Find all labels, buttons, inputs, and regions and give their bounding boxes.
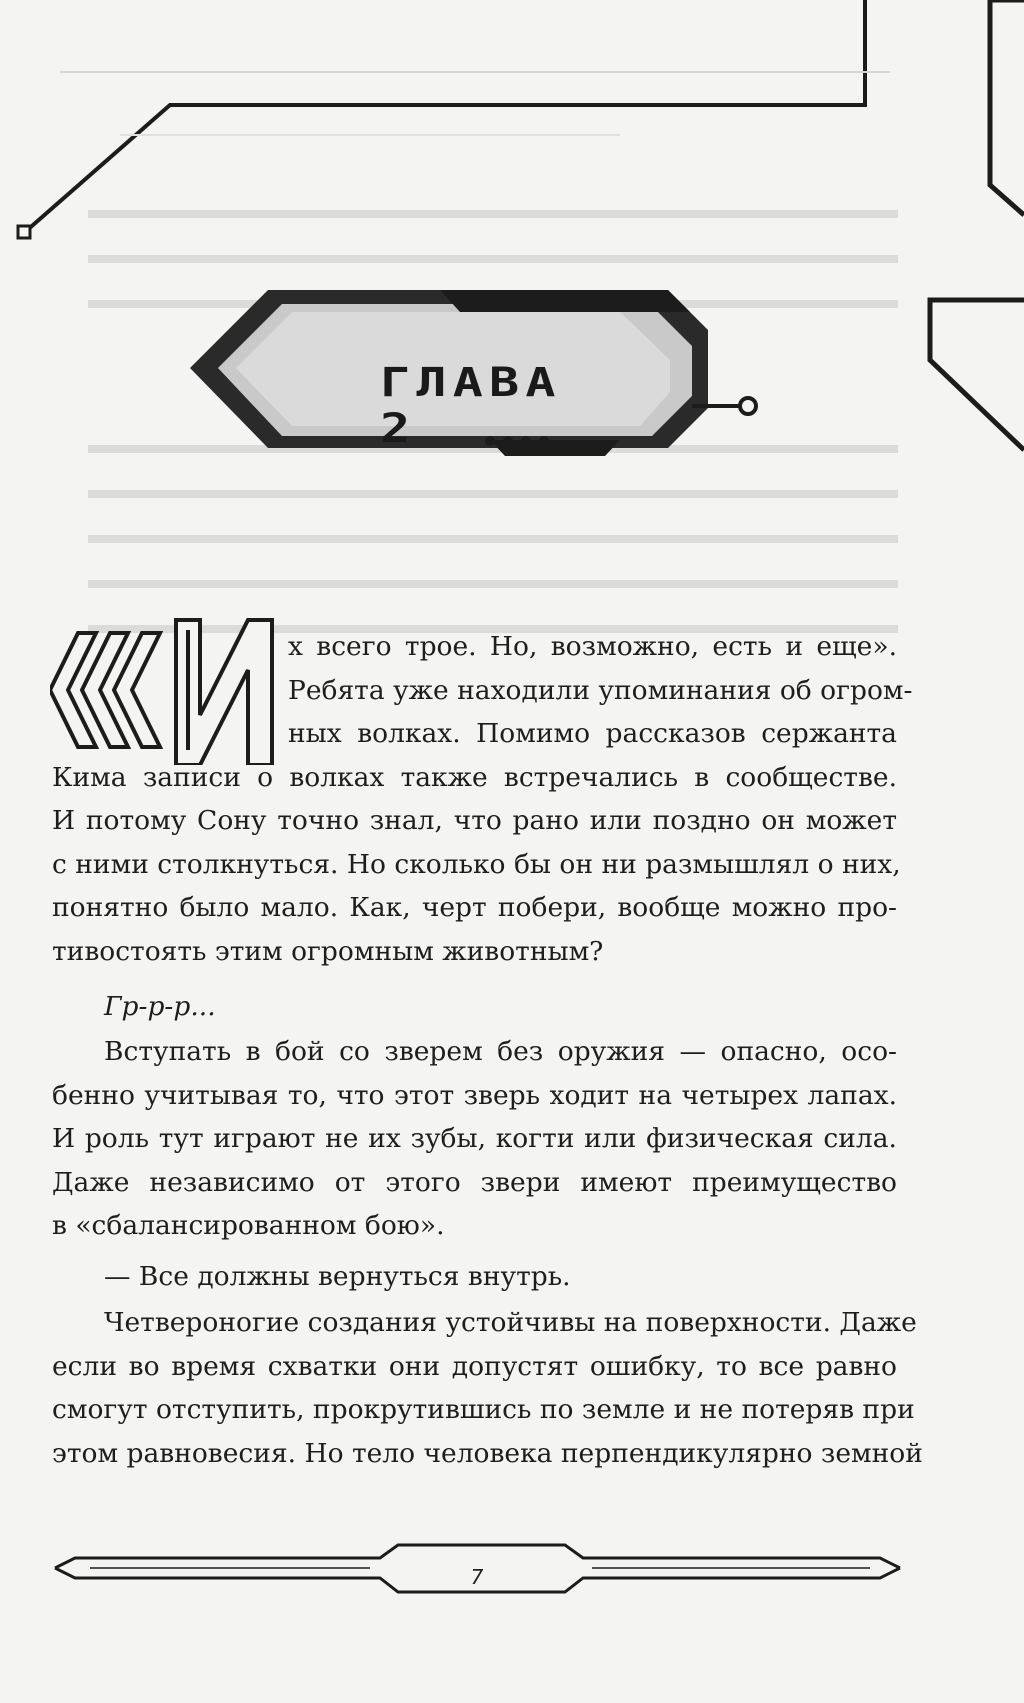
text-line: И потому Сону точно знал, что рано или поздно он может — [52, 805, 897, 836]
text-line: бенно учитывая то, что этот зверь ходит на четырех лапах. — [52, 1079, 897, 1111]
text-line: этом равновесия. Но тело человека перпендикулярно земной — [52, 1437, 923, 1469]
emblem-node-icon — [740, 398, 756, 414]
text-line: тивостоять этим огромным животным? — [52, 935, 604, 967]
top-circuit-node — [18, 226, 30, 238]
paragraph-3 — [52, 1301, 923, 1475]
paragraph-1 — [52, 625, 913, 973]
page-number: 7 — [470, 1565, 484, 1589]
text-line: в «сбалансированном бою». — [52, 1210, 445, 1241]
text-line: Ребята уже находили упоминания об огром- — [288, 674, 913, 706]
dropcap-letter-text: И — [50, 615, 51, 616]
text-line: Вступать в бой со зверем без оружия — опасно, осо- — [104, 1036, 897, 1067]
growl-line — [52, 985, 897, 1029]
dialogue-text: — Все должны вернуться внутрь. — [104, 1261, 571, 1292]
top-circuit-line — [25, 0, 865, 232]
text-line: Кима записи о волках также встречались в сообществе. — [52, 761, 897, 793]
text-line: Четвероногие создания устойчивы на поверхности. Даже — [104, 1307, 917, 1338]
text-line: Даже независимо от этого звери имеют преимущество — [52, 1166, 897, 1198]
right-edge-bracket — [930, 0, 1024, 450]
text-line: понятно было мало. Как, черт побери, вообще можно про- — [52, 892, 897, 923]
text-line: смогут отступить, прокрутившись по земле и не потеряв при — [52, 1394, 915, 1425]
text-line: ных волках. Помимо рассказов сержанта — [288, 718, 897, 749]
dialogue-line — [52, 1255, 897, 1299]
chapter-title: ГЛАВА 2 — [380, 360, 562, 452]
growl-text: Гр-р-р... — [104, 991, 216, 1022]
text-line: с ними столкнуться. Но сколько бы он ни размышлял о них, — [52, 848, 901, 880]
text-line: И роль тут играют не их зубы, когти или физическая сила. — [52, 1123, 897, 1154]
paragraph-2 — [52, 1030, 897, 1248]
text-line: если во время схватки они допустят ошибку, то все равно — [52, 1350, 897, 1382]
text-line: х всего трое. Но, возможно, есть и еще». — [288, 631, 897, 662]
